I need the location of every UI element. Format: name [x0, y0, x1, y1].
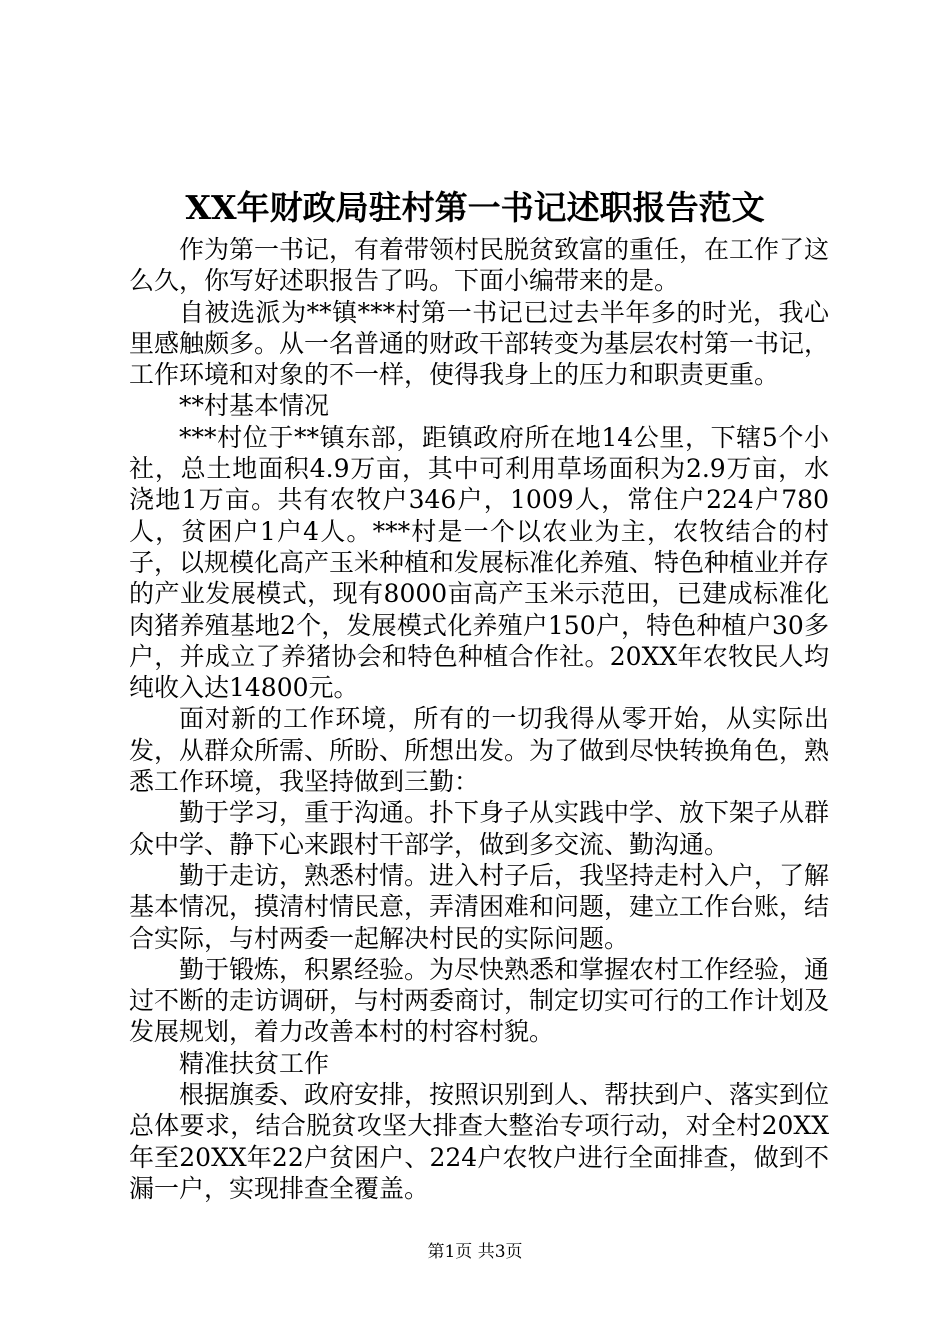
paragraph-new-environment: 面对新的工作环境，所有的一切我得从零开始，从实际出发，从群众所需、所盼、所想出发。为了做到尽快转换角色，熟悉工作环境，我坚持做到三勤：: [129, 704, 830, 797]
section-heading-village-basics: **村基本情况: [179, 391, 330, 421]
paragraph-selection: 自被选派为**镇***村第一书记已过去半年多的时光，我心里感触颇多。从一名普通的财政干部转变为基层农村第一书记，工作环境和对象的不一样，使得我身上的压力和职责更重。: [129, 297, 830, 390]
paragraph-intro: 作为第一书记，有着带领村民脱贫致富的重任，在工作了这么久，你写好述职报告了吗。下面小编带来的是。: [129, 235, 830, 296]
document-title: XX年财政局驻村第一书记述职报告范文: [185, 188, 765, 227]
paragraph-village-basics: ***村位于**镇东部，距镇政府所在地14公里，下辖5个小社，总土地面积4.9万亩，其中可利用草场面积为2.9万亩，水浇地1万亩。共有农牧户346户，1009人，常住户224户780人，贫困户1户4人。***村是一个以农业为主，农牧结合的村子，以规模化高产玉米种植和发展标准化养殖、特色种植业并存的产业发展模式，现有8000亩高产玉米示范田，已建成标准化肉猪养殖基地2个，发展模式化养殖户150户，特色种植户30多户，并成立了养猪协会和特色种植合作社。20XX年农牧民人均纯收入达14800元。: [129, 422, 830, 703]
paragraph-poverty-alleviation: 根据旗委、政府安排，按照识别到人、帮扶到户、落实到位总体要求，结合脱贫攻坚大排查大整治专项行动，对全村20XX年至20XX年22户贫困户、224户农牧户进行全面排查，做到不漏一户，实现排查全覆盖。: [129, 1080, 830, 1203]
paragraph-diligent-practice: 勤于锻炼，积累经验。为尽快熟悉和掌握农村工作经验，通过不断的走访调研，与村两委商讨，制定切实可行的工作计划及发展规划，着力改善本村的村容村貌。: [129, 954, 830, 1047]
paragraph-diligent-study: 勤于学习，重于沟通。扑下身子从实践中学、放下架子从群众中学、静下心来跟村干部学，做到多交流、勤沟通。: [129, 798, 830, 859]
paragraph-diligent-visits: 勤于走访，熟悉村情。进入村子后，我坚持走村入户，了解基本情况，摸清村情民意，弄清困难和问题，建立工作台账，结合实际，与村两委一起解决村民的实际问题。: [129, 860, 830, 953]
document-body: [129, 234, 829, 1204]
section-heading-poverty-alleviation: 精准扶贫工作: [179, 1048, 330, 1078]
page-footer: 第1页 共3页: [427, 1242, 523, 1262]
